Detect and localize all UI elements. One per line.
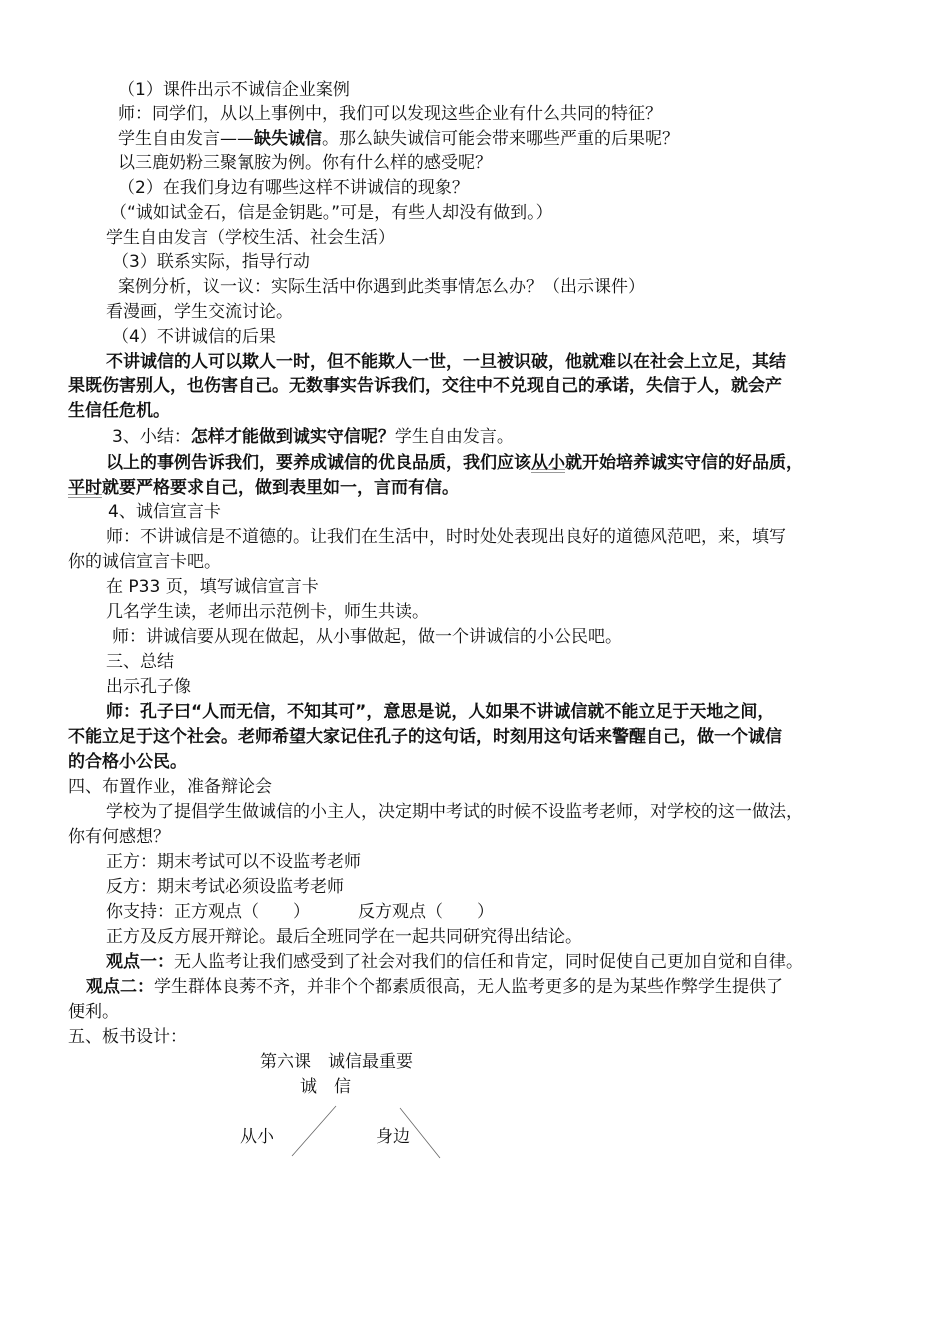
support-line: 你支持：正方观点（ ） 反方观点（ ） bbox=[106, 902, 494, 922]
section-4-heading: （4）不讲诚信的后果 bbox=[112, 327, 276, 347]
consequence-paragraph-line-2: 果既伤害别人，也伤害自己。无数事实告诉我们，交往中不兑现自己的承诺，失信于人，就会产 bbox=[68, 376, 782, 396]
board-title: 第六课 诚信最重要 bbox=[260, 1052, 413, 1072]
teacher-line-2: 你的诚信宣言卡吧。 bbox=[68, 552, 221, 572]
homework-line-2: 你有何感想？ bbox=[68, 827, 170, 847]
section-1-heading: （1）课件出示不诚信企业案例 bbox=[118, 80, 350, 100]
example-line: 以三鹿奶粉三聚氰胺为例。你有什么样的感受呢？ bbox=[118, 153, 492, 173]
viewpoint-one: 观点一：无人监考让我们感受到了社会对我们的信任和肯定，同时促使自己更加自觉和自律。 bbox=[106, 952, 803, 972]
consequence-paragraph-line-3: 生信任危机。 bbox=[68, 401, 170, 421]
debate-line: 正方及反方展开辩论。最后全班同学在一起共同研究得出结论。 bbox=[106, 927, 582, 947]
section-2-heading: （2）在我们身边有哪些这样不讲诚信的现象？ bbox=[118, 178, 469, 198]
page-instruction-line: 在 P33 页，填写诚信宣言卡 bbox=[106, 577, 319, 597]
board-characters: 诚 信 bbox=[300, 1077, 351, 1097]
declaration-card-heading: 4、诚信宣言卡 bbox=[108, 502, 221, 522]
affirmative-side: 正方：期末考试可以不设监考老师 bbox=[106, 852, 361, 872]
negative-side: 反方：期末考试必须设监考老师 bbox=[106, 877, 344, 897]
quote-line: （“诚如试金石，信是金钥匙。”可是，有些人却没有做到。） bbox=[110, 203, 553, 223]
teacher-line-3: 师：讲诚信要从现在做起，从小事做起，做一个讲诚信的小公民吧。 bbox=[112, 627, 622, 647]
summary-line: 3、小结：怎样才能做到诚实守信呢？学生自由发言。 bbox=[112, 427, 514, 447]
confucius-paragraph-line-1: 师：孔子曰“人而无信，不知其可”，意思是说，人如果不讲诚信就不能立足于天地之间， bbox=[106, 702, 775, 722]
viewpoint-two-cont: 便利。 bbox=[68, 1002, 119, 1022]
summary-paragraph-line-2: 平时就要严格要求自己，做到表里如一，言而有信。 bbox=[68, 478, 459, 498]
student-speech-line: 学生自由发言（学校生活、社会生活） bbox=[106, 228, 395, 248]
viewpoint-two: 观点二：学生群体良莠不齐，并非个个都素质很高，无人监考更多的是为某些作弊学生提供了 bbox=[86, 977, 783, 997]
confucius-paragraph-line-3: 的合格小公民。 bbox=[68, 752, 187, 772]
confucius-line: 出示孔子像 bbox=[106, 677, 191, 697]
conclusion-heading: 三、总结 bbox=[106, 652, 174, 672]
board-line-left bbox=[292, 1106, 336, 1156]
case-analysis-line: 案例分析，议一议：实际生活中你遇到此类事情怎么办？（出示课件） bbox=[118, 277, 645, 297]
consequence-paragraph-line-1: 不讲诚信的人可以欺人一时，但不能欺人一世，一旦被识破，他就难以在社会上立足，其结 bbox=[106, 352, 786, 372]
student-response-line: 学生自由发言——缺失诚信。那么缺失诚信可能会带来哪些严重的后果呢？ bbox=[118, 129, 679, 149]
section-3-heading: （3）联系实际，指导行动 bbox=[112, 252, 310, 272]
homework-line-1: 学校为了提倡学生做诚信的小主人，决定期中考试的时候不设监考老师，对学校的这一做法， bbox=[106, 802, 803, 822]
board-left-label: 从小 bbox=[240, 1127, 274, 1147]
comic-line: 看漫画，学生交流讨论。 bbox=[106, 302, 293, 322]
summary-paragraph-line-1: 以上的事例告诉我们，要养成诚信的优良品质，我们应该从小就开始培养诚实守信的好品质， bbox=[106, 453, 803, 473]
confucius-paragraph-line-2: 不能立足于这个社会。老师希望大家记住孔子的这句话，时刻用这句话来警醒自己，做一个诚信 bbox=[68, 727, 782, 747]
teacher-line-1: 师：不讲诚信是不道德的。让我们在生活中，时时处处表现出良好的道德风范吧，来，填写 bbox=[106, 527, 786, 547]
board-right-label: 身边 bbox=[376, 1127, 410, 1147]
board-design-heading: 五、板书设计： bbox=[68, 1027, 187, 1047]
homework-heading: 四、布置作业，准备辩论会 bbox=[68, 777, 272, 797]
reading-line: 几名学生读，老师出示范例卡，师生共读。 bbox=[106, 602, 429, 622]
board-line-right bbox=[400, 1108, 440, 1158]
teacher-question: 师：同学们，从以上事例中，我们可以发现这些企业有什么共同的特征？ bbox=[118, 104, 662, 124]
